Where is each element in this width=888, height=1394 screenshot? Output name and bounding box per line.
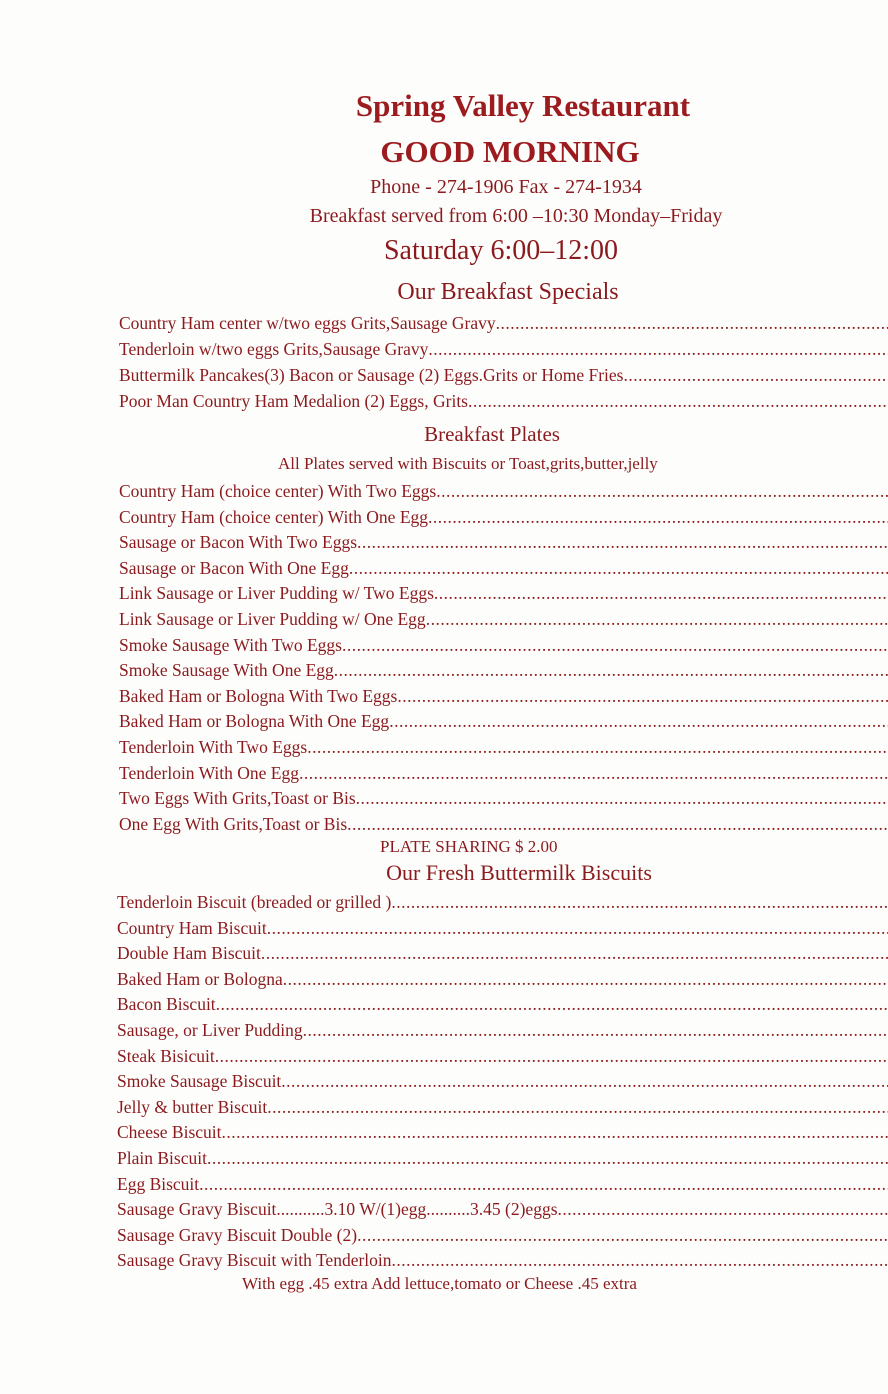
dot-leader [222,1122,888,1143]
dot-leader [434,583,888,604]
dot-leader [267,1097,888,1118]
menu-item-name: Cheese Biscuit [117,1122,222,1143]
menu-item-name: Tenderloin w/two eggs Grits,Sausage Gravy [119,339,429,359]
menu-item-name: Smoke Sausage With One Egg [119,660,334,681]
biscuits-footer-note: With egg .45 extra Add lettuce,tomato or Cheese .45 extra [242,1274,637,1293]
menu-item-name: Sausage Gravy Biscuit Double (2) [117,1224,358,1245]
menu-item-name: Link Sausage or Liver Pudding w/ One Egg [119,609,426,629]
menu-item [117,1020,888,1042]
plates-heading: Breakfast Plates [424,422,560,446]
dot-leader [392,1250,888,1271]
dot-leader [558,1199,888,1220]
plate-sharing-note: PLATE SHARING $ 2.00 [380,837,558,856]
dot-leader [303,1020,888,1041]
menu-item [119,609,888,631]
menu-item [119,660,888,682]
menu-item [117,1097,888,1119]
menu-item [119,558,888,580]
dot-leader [342,635,888,656]
dot-leader [207,1148,888,1169]
dot-leader [307,737,888,758]
plates-note: All Plates served with Biscuits or Toast,grits,butter,jelly [278,454,658,473]
menu-item-name: Buttermilk Pancakes(3) Bacon or Sausage (2) Eggs.Grits or Home Fries [119,365,624,385]
menu-item-name: Sausage Gravy Biscuit with Tenderloin [117,1250,392,1271]
dot-leader [468,391,888,412]
dot-leader [436,481,888,502]
menu-item [117,1046,888,1068]
menu-item-name: Baked Ham or Bologna [117,968,283,989]
weekday-hours: Breakfast served from 6:00 –10:30 Monday–Friday [309,205,723,227]
menu-item [119,532,888,554]
contact-line: Phone - 274-1906 Fax - 274-1934 [370,176,642,198]
menu-item [119,737,888,759]
dot-leader [267,918,888,939]
saturday-hours: Saturday 6:00–12:00 [383,235,619,266]
menu-item [117,892,888,914]
dot-leader [215,1046,888,1067]
dot-leader [356,788,888,809]
menu-item-name: Link Sausage or Liver Pudding w/ Two Eggs [119,583,434,604]
menu-item [119,711,888,733]
menu-item-name: Egg Biscuit [117,1173,200,1194]
menu-item [117,1174,888,1196]
dot-leader [199,1174,888,1195]
menu-item-name: Two Eggs With Grits,Toast or Bis [119,788,356,809]
menu-item-name: Country Ham Biscuit [117,917,267,938]
menu-item-name: Tenderloin With Two Eggs [119,737,308,757]
menu-item [119,339,888,361]
dot-leader [391,892,888,913]
menu-item-name: Bacon Biscuit [117,994,216,1015]
dot-leader [357,1225,888,1246]
dot-leader [347,814,888,835]
menu-item [119,313,888,335]
dot-leader [426,609,888,630]
menu-item [119,814,888,836]
menu-item [117,1225,888,1247]
dot-leader [216,994,888,1015]
menu-item [119,507,888,529]
menu-item [117,1250,888,1272]
dot-leader [349,558,888,579]
dot-leader [389,711,888,732]
menu-item [119,391,888,413]
menu-item-name: Smoke Sausage Biscuit [117,1071,282,1092]
menu-item [117,918,888,940]
menu-item [119,763,888,785]
restaurant-name: Spring Valley Restaurant [355,88,691,123]
menu-item [119,788,888,810]
specials-heading: Our Breakfast Specials [397,279,619,305]
menu-item-name: Country Ham center w/two eggs Grits,Sausage Gravy [119,313,496,333]
menu-item [117,1148,888,1170]
menu-item [117,943,888,965]
dot-leader [261,943,888,964]
menu-item-name: Sausage or Bacon With Two Eggs [119,532,358,553]
menu-item [117,1199,888,1221]
menu-item-name: Poor Man Country Ham Medalion (2) Eggs, Grits [119,391,468,411]
menu-item-name: Country Ham (choice center) With Two Eggs [119,481,437,501]
menu-item-name: Jelly & butter Biscuit [117,1096,268,1117]
biscuits-heading: Our Fresh Buttermilk Biscuits [386,860,652,885]
menu-item-name: Tenderloin With One Egg [119,762,299,783]
menu-item-name: Tenderloin Biscuit (breaded or grilled ) [117,892,392,912]
dot-leader [397,686,888,707]
menu-item [119,686,888,708]
menu-item-name: Sausage Gravy Biscuit...........3.10 W/(1)egg..........3.45 (2)eggs [117,1199,558,1220]
menu-item-name: Sausage or Bacon With One Egg [119,557,349,578]
menu-item-name: Sausage, or Liver Pudding [117,1020,303,1040]
menu-item [117,994,888,1016]
menu-item-name: One Egg With Grits,Toast or Bis [119,813,348,834]
dot-leader [623,365,888,386]
menu-item-name: Plain Biscuit [117,1148,207,1168]
menu-item [119,481,888,503]
menu-item-name: Baked Ham or Bologna With Two Eggs [119,685,398,706]
menu-item-name: Smoke Sausage With Two Eggs [119,634,342,655]
menu-item [117,1122,888,1144]
menu-item [117,969,888,991]
dot-leader [283,969,888,990]
greeting: GOOD MORNING [380,134,640,169]
dot-leader [299,763,888,784]
dot-leader [428,339,888,360]
menu-item-name: Steak Bisicuit [117,1045,215,1066]
dot-leader [428,507,888,528]
menu-item-name: Double Ham Biscuit [117,943,261,964]
menu-item-name: Country Ham (choice center) With One Egg [119,506,429,527]
menu-item [119,583,888,605]
dot-leader [281,1071,888,1092]
dot-leader [334,660,888,681]
menu-item-name: Baked Ham or Bologna With One Egg [119,711,390,732]
menu-item [119,365,888,387]
dot-leader [357,532,888,553]
menu-item [117,1071,888,1093]
dot-leader [496,313,888,334]
menu-item [119,635,888,657]
